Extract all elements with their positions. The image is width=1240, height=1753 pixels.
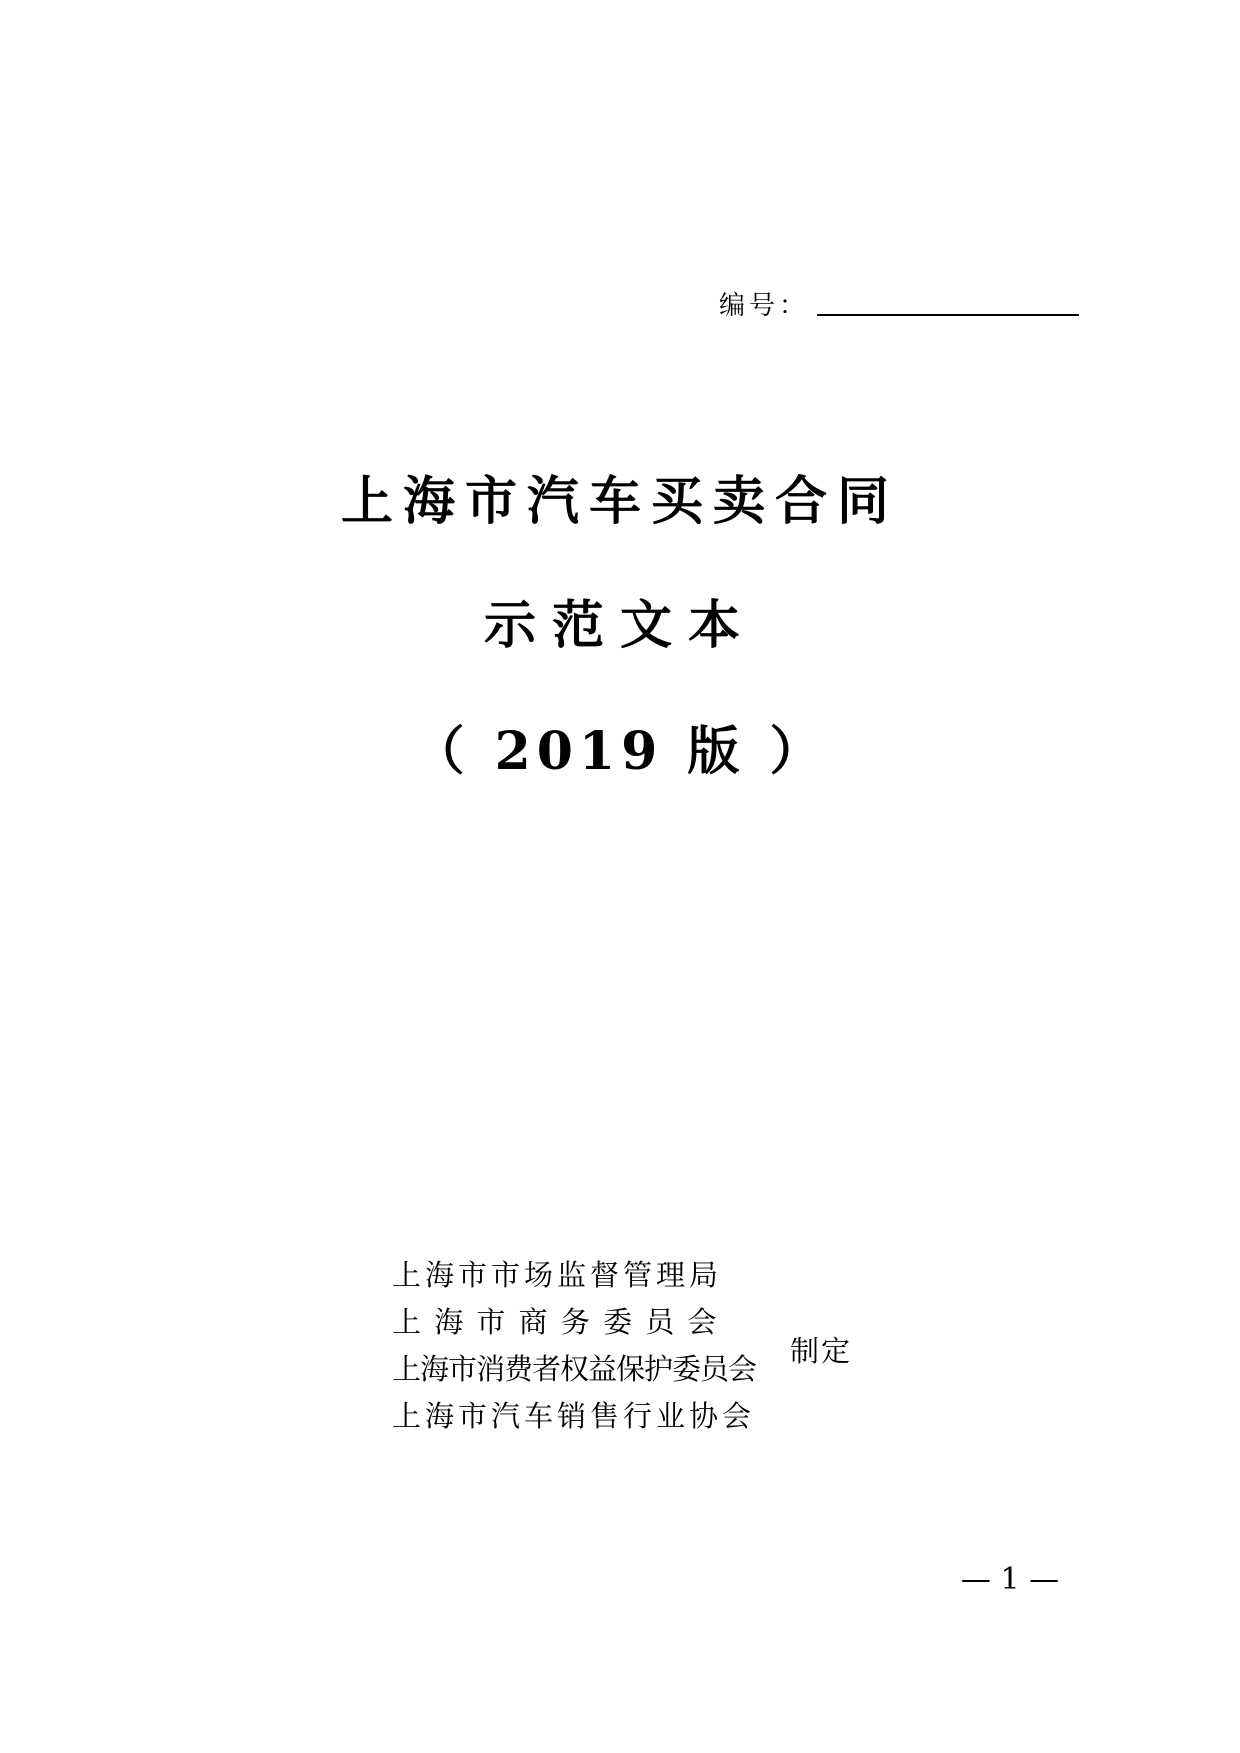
serial-number-blank (817, 314, 1079, 316)
serial-number-field (719, 282, 1079, 322)
document-subtitle: 示范文本 (483, 595, 756, 656)
issuing-authorities (392, 1252, 772, 1440)
issuer-commerce-commission: 上 海 市 商 务 委 员 会 (392, 1305, 719, 1339)
document-title: 上海市汽车买卖合同 (340, 471, 899, 532)
issuer-auto-sales-association: 上海市汽车销售行业协会 (392, 1399, 756, 1433)
enacted-label: 制定 (790, 1334, 853, 1368)
document-version: （ 2019 版 ） (412, 721, 828, 782)
serial-number-label: 编号： (719, 291, 810, 321)
issuer-consumer-protection: 上海市消费者权益保护委员会 (392, 1352, 757, 1386)
page-number: — 1 — (960, 1562, 1060, 1597)
issuer-market-regulation: 上海市市场监督管理局 (392, 1258, 723, 1292)
